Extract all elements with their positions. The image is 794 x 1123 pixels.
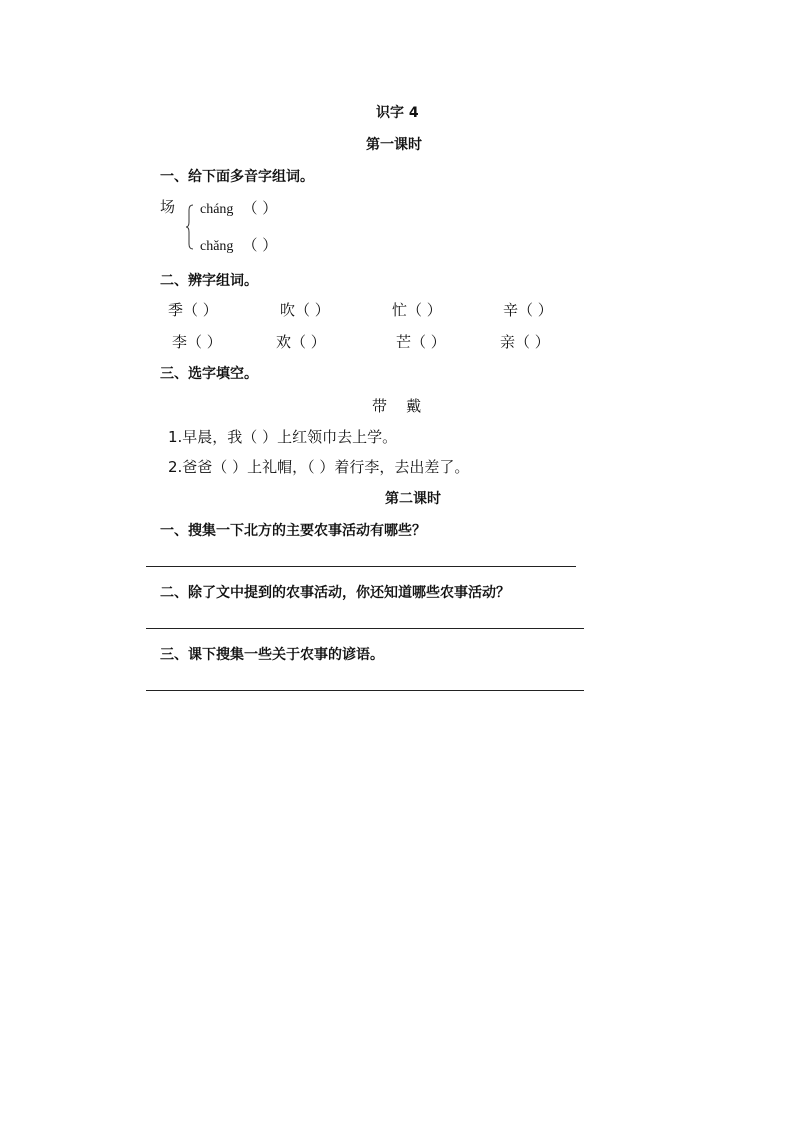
fill-sentence-1: 1.早晨，我（ ）上红领巾去上学。 (168, 428, 398, 446)
pinyin-chang3: chǎng (200, 239, 234, 254)
pair-item: 亲（ ） (500, 333, 550, 351)
q1-heading: 一、给下面多音字组词。 (160, 169, 314, 185)
blank: （ ） (242, 236, 278, 254)
lesson2-q2: 二、除了文中提到的农事活动，你还知道哪些农事活动？ (160, 585, 510, 601)
pair-item: 李（ ） (172, 333, 222, 351)
document-title: 识字 4 (376, 105, 419, 121)
pair-item: 吹（ ） (280, 301, 330, 319)
answer-line (146, 690, 584, 691)
pair-item: 辛（ ） (503, 301, 553, 319)
reading-row-2 (200, 234, 277, 255)
lesson2-title: 第二课时 (385, 491, 441, 507)
pair-item: 忙（ ） (392, 301, 442, 319)
brace-icon (186, 204, 194, 250)
lesson2-q1: 一、搜集一下北方的主要农事活动有哪些？ (160, 523, 426, 539)
q2-heading: 二、辨字组词。 (160, 273, 258, 289)
char-options: 带 戴 (372, 397, 422, 415)
lesson2-q3: 三、课下搜集一些关于农事的谚语。 (160, 647, 384, 663)
fill-sentence-2: 2.爸爸（ ）上礼帽，（ ）着行李，去出差了。 (168, 458, 470, 476)
pair-item: 芒（ ） (396, 333, 446, 351)
pair-item: 欢（ ） (276, 333, 326, 351)
reading-row-1 (200, 197, 277, 218)
blank: （ ） (242, 199, 278, 217)
pair-item: 季（ ） (168, 301, 218, 319)
polyphonic-char: 场 (160, 198, 176, 216)
answer-line (146, 628, 584, 629)
pinyin-chang2: cháng (200, 202, 234, 217)
lesson1-title: 第一课时 (366, 137, 422, 153)
answer-line (146, 566, 576, 567)
q3-heading: 三、选字填空。 (160, 366, 258, 382)
